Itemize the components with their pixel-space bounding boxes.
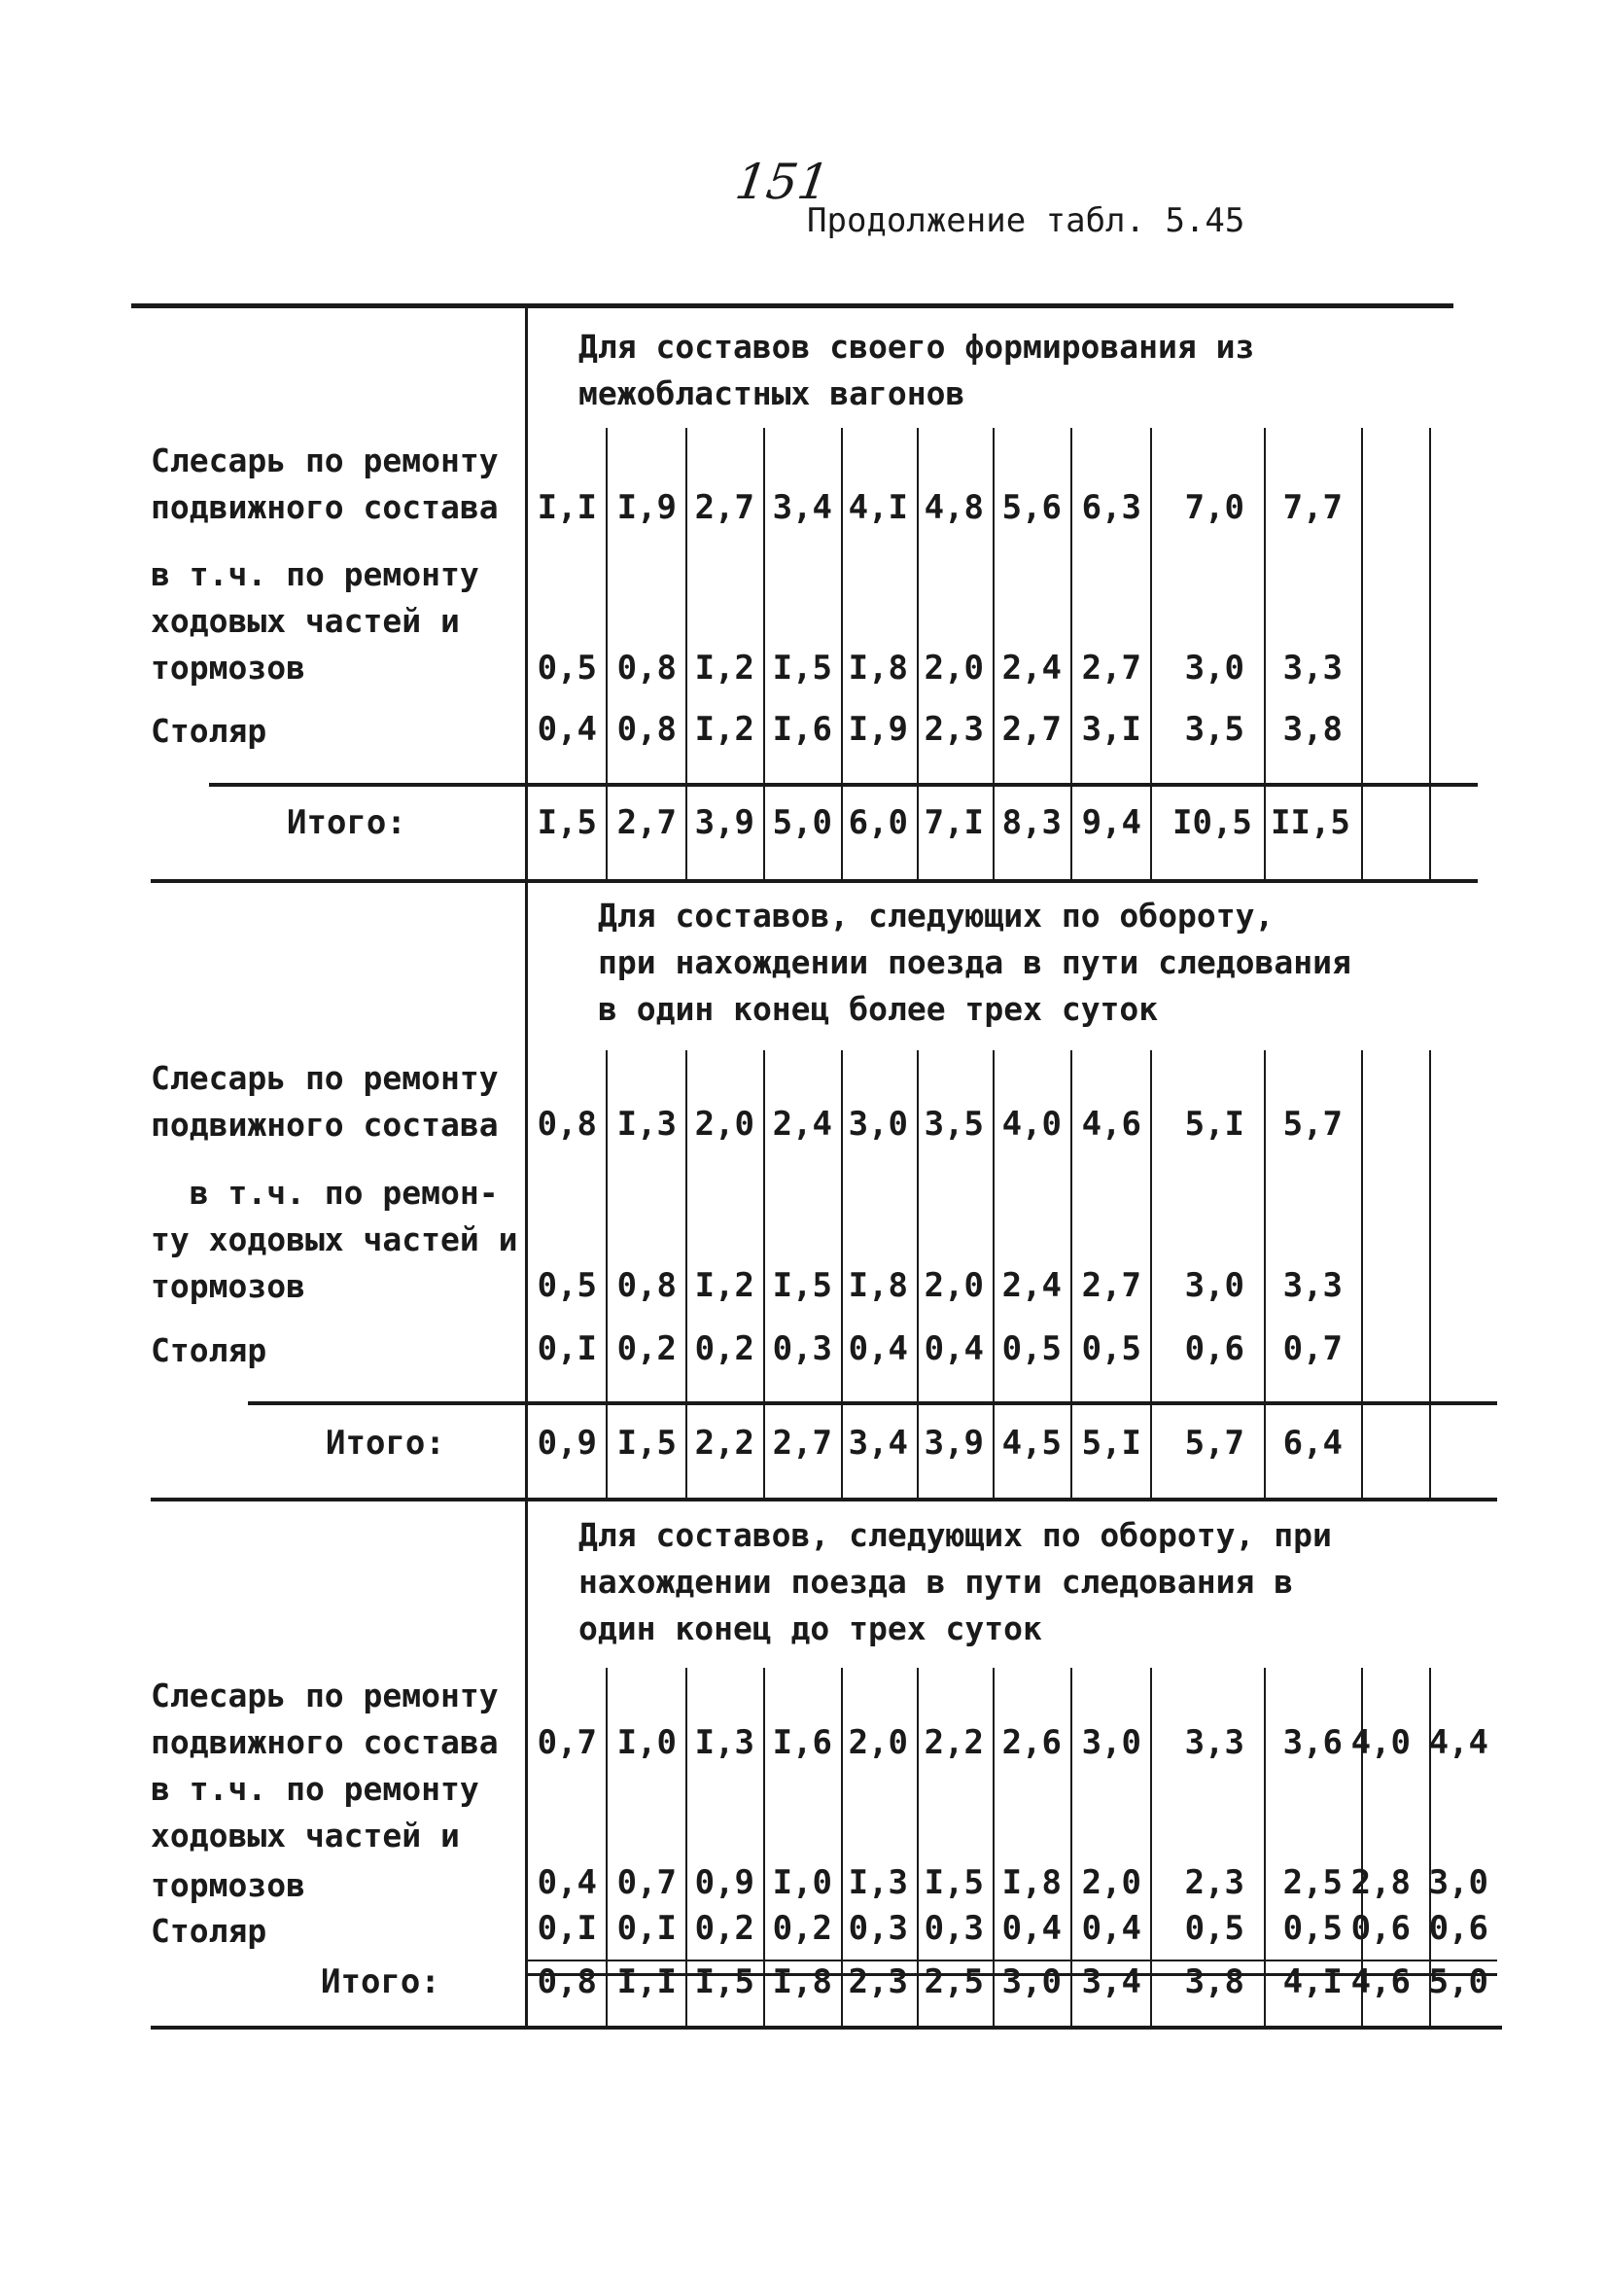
section3-total-cell: 0,8 <box>537 1962 597 2001</box>
section3-column-line <box>1264 1668 1266 2028</box>
section1-total-cell: 5,0 <box>772 803 832 842</box>
section2-total-cell: 0,9 <box>537 1424 597 1463</box>
section2-row3-cell: 0,2 <box>616 1329 677 1368</box>
section1-total-label: Итого: <box>287 803 406 842</box>
section1-total-cell: II,5 <box>1271 803 1350 842</box>
section1-row3-cell: I,9 <box>848 710 908 749</box>
section1-row2-cell: 2,4 <box>1001 649 1062 688</box>
section2-row3-cell: 0,6 <box>1184 1329 1244 1368</box>
section3-total-label: Итого: <box>321 1962 440 2001</box>
section1-row1-cell: I,I <box>537 488 597 527</box>
section3-row3-label: Столяр <box>151 1912 267 1950</box>
table-bottom-rule <box>151 2026 1502 2030</box>
section2-row3-cell: 0,4 <box>924 1329 984 1368</box>
section2-total-cell: 3,4 <box>848 1424 908 1463</box>
section1-total-rule <box>209 783 1478 787</box>
section3-row3-cell: 0,4 <box>1081 1909 1141 1948</box>
section1-row1-cell: 7,7 <box>1282 488 1343 527</box>
section1-header-line: межобластных вагонов <box>578 374 965 412</box>
section3-row2-cell: 3,0 <box>1428 1863 1488 1902</box>
section2-total-cell: I,5 <box>616 1424 677 1463</box>
section1-row2-cell: 3,0 <box>1184 649 1244 688</box>
section2-header-line: в один конец более трех суток <box>598 990 1159 1028</box>
section2-total-cell: 2,7 <box>772 1424 832 1463</box>
section2-total-cell: 5,7 <box>1184 1424 1244 1463</box>
section1-total-cell: 7,I <box>924 803 984 842</box>
section2-bottom-rule <box>151 1498 1497 1501</box>
section2-row3-cell: 0,4 <box>848 1329 908 1368</box>
section3-total-cell: 5,0 <box>1428 1962 1488 2001</box>
section1-total-cell: 9,4 <box>1081 803 1141 842</box>
section3-row1-cell: I,0 <box>616 1723 677 1762</box>
section2-row2-cell: 0,5 <box>537 1266 597 1305</box>
section3-total-cell: I,I <box>616 1962 677 2001</box>
section2-row2-cell: 2,0 <box>924 1266 984 1305</box>
section3-row1-label: Слесарь по ремонту подвижного состава в т.ч. по ремонту ходовых частей и <box>151 1677 499 1854</box>
section3-row3-cell: 0,6 <box>1428 1909 1488 1948</box>
section2-row3-label: Столяр <box>151 1331 267 1369</box>
section2-row3-cell: 0,3 <box>772 1329 832 1368</box>
section1-row3-cell: I,2 <box>694 710 754 749</box>
section3-row1-cell: I,3 <box>694 1723 754 1762</box>
section1-total-cell: 8,3 <box>1001 803 1062 842</box>
section2-total-rule <box>248 1401 1497 1405</box>
section3-row2-cell: I,8 <box>1001 1863 1062 1902</box>
label-column-divider <box>525 303 528 2030</box>
section1-empty-column-line <box>1361 428 1363 880</box>
section2-total-cell: 6,4 <box>1282 1424 1343 1463</box>
section3-total-cell: 2,3 <box>848 1962 908 2001</box>
section1-row2-cell: 2,7 <box>1081 649 1141 688</box>
section3-row2-cell: 2,8 <box>1350 1863 1411 1902</box>
section2-column-line <box>1264 1050 1266 1500</box>
section3-row2-label: тормозов <box>151 1866 305 1904</box>
section3-row3-cell: 0,4 <box>1001 1909 1062 1948</box>
section1-row1-cell: 6,3 <box>1081 488 1141 527</box>
section2-row3-cell: 0,5 <box>1081 1329 1141 1368</box>
section2-total-cell: 2,2 <box>694 1424 754 1463</box>
section1-row3-cell: I,6 <box>772 710 832 749</box>
section2-row1-cell: 4,0 <box>1001 1105 1062 1144</box>
section1-row2-cell: I,8 <box>848 649 908 688</box>
section2-row1-cell: 4,6 <box>1081 1105 1141 1144</box>
section2-row1-cell: 3,0 <box>848 1105 908 1144</box>
section3-row1-cell: 3,0 <box>1081 1723 1141 1762</box>
section1-column-line <box>1150 428 1152 880</box>
section1-total-cell: 2,7 <box>616 803 677 842</box>
section2-row3-cell: 0,2 <box>694 1329 754 1368</box>
section1-row2-cell: 0,8 <box>616 649 677 688</box>
section3-header-line: нахождении поезда в пути следования в <box>578 1563 1294 1601</box>
section2-row2-cell: 2,7 <box>1081 1266 1141 1305</box>
section1-row2-cell: I,2 <box>694 649 754 688</box>
section1-total-cell: I,5 <box>537 803 597 842</box>
section3-total-cell: 3,4 <box>1081 1962 1141 2001</box>
page-number: 151 <box>731 154 833 210</box>
section2-column-line <box>1150 1050 1152 1500</box>
section2-row2-cell: I,8 <box>848 1266 908 1305</box>
section3-row1-cell: 4,0 <box>1350 1723 1411 1762</box>
section2-header-line: при нахождении поезда в пути следования <box>598 943 1351 981</box>
section1-row3-cell: 0,4 <box>537 710 597 749</box>
section3-total-cell: I,5 <box>694 1962 754 2001</box>
section3-row3-cell: 0,3 <box>924 1909 984 1948</box>
section3-total-cell: I,8 <box>772 1962 832 2001</box>
section2-row2-cell: 3,3 <box>1282 1266 1343 1305</box>
section1-row1-cell: 4,8 <box>924 488 984 527</box>
section1-row1-cell: 4,I <box>848 488 908 527</box>
section3-row3-cell: 0,3 <box>848 1909 908 1948</box>
section1-row2-label: в т.ч. по ремонту ходовых частей и тормозов <box>151 555 479 687</box>
section1-row3-cell: 3,8 <box>1282 710 1343 749</box>
section1-row1-cell: I,9 <box>616 488 677 527</box>
section1-row3-cell: 3,I <box>1081 710 1141 749</box>
section3-row3-cell: 0,6 <box>1350 1909 1411 1948</box>
table-top-rule <box>131 303 1453 308</box>
section3-row2-cell: 2,0 <box>1081 1863 1141 1902</box>
section1-row3-label: Столяр <box>151 712 267 750</box>
section3-row1-cell: 0,7 <box>537 1723 597 1762</box>
section3-total-cell: 4,6 <box>1350 1962 1411 2001</box>
section3-row-rule <box>525 1960 1497 1961</box>
section2-row2-cell: 2,4 <box>1001 1266 1062 1305</box>
section3-row3-cell: 0,5 <box>1184 1909 1244 1948</box>
section1-column-line <box>1264 428 1266 880</box>
section1-row3-cell: 2,3 <box>924 710 984 749</box>
section1-row2-cell: 2,0 <box>924 649 984 688</box>
section3-row1-cell: 2,2 <box>924 1723 984 1762</box>
section1-total-cell: 3,9 <box>694 803 754 842</box>
section3-row2-cell: I,5 <box>924 1863 984 1902</box>
section3-row1-cell: 2,6 <box>1001 1723 1062 1762</box>
section3-total-cell: 4,I <box>1282 1962 1343 2001</box>
section2-row1-cell: I,3 <box>616 1105 677 1144</box>
section3-row2-cell: 0,7 <box>616 1863 677 1902</box>
section1-row3-cell: 2,7 <box>1001 710 1062 749</box>
section2-row2-cell: I,5 <box>772 1266 832 1305</box>
section2-total-cell: 5,I <box>1081 1424 1141 1463</box>
section3-row1-cell: 3,6 <box>1282 1723 1343 1762</box>
section2-row1-cell: 2,4 <box>772 1105 832 1144</box>
section2-row1-cell: 5,I <box>1184 1105 1244 1144</box>
section2-row2-cell: I,2 <box>694 1266 754 1305</box>
section3-column-line <box>1150 1668 1152 2028</box>
section2-row1-cell: 2,0 <box>694 1105 754 1144</box>
section3-row2-cell: 0,9 <box>694 1863 754 1902</box>
section1-row1-label: Слесарь по ремонту подвижного состава <box>151 442 499 526</box>
section2-row1-cell: 5,7 <box>1282 1105 1343 1144</box>
section3-row3-cell: 0,5 <box>1282 1909 1343 1948</box>
section3-row3-cell: 0,I <box>537 1909 597 1948</box>
section2-total-label: Итого: <box>326 1424 445 1463</box>
section2-row3-cell: 0,7 <box>1282 1329 1343 1368</box>
section1-row1-cell: 5,6 <box>1001 488 1062 527</box>
section1-row2-cell: I,5 <box>772 649 832 688</box>
section3-row2-cell: 2,3 <box>1184 1863 1244 1902</box>
section2-row2-cell: 3,0 <box>1184 1266 1244 1305</box>
section1-row1-cell: 7,0 <box>1184 488 1244 527</box>
section2-row3-cell: 0,I <box>537 1329 597 1368</box>
section2-total-cell: 4,5 <box>1001 1424 1062 1463</box>
section3-row1-cell: 3,3 <box>1184 1723 1244 1762</box>
section3-header-line: Для составов, следующих по обороту, при <box>578 1516 1332 1554</box>
section3-total-cell: 2,5 <box>924 1962 984 2001</box>
section1-bottom-rule <box>151 879 1478 883</box>
section3-total-cell: 3,8 <box>1184 1962 1244 2001</box>
section1-empty-column-line <box>1429 428 1431 880</box>
section3-row1-cell: 2,0 <box>848 1723 908 1762</box>
section3-row3-cell: 0,2 <box>772 1909 832 1948</box>
section3-row2-cell: I,0 <box>772 1863 832 1902</box>
section1-header-line: Для составов своего формирования из <box>578 328 1255 366</box>
section2-row2-cell: 0,8 <box>616 1266 677 1305</box>
section3-total-cell: 3,0 <box>1001 1962 1062 2001</box>
section3-row1-cell: I,6 <box>772 1723 832 1762</box>
section2-row1-cell: 0,8 <box>537 1105 597 1144</box>
section1-row1-cell: 2,7 <box>694 488 754 527</box>
section3-row2-cell: 2,5 <box>1282 1863 1343 1902</box>
section2-row1-label: Слесарь по ремонту подвижного состава <box>151 1059 499 1144</box>
section2-empty-column-line <box>1429 1050 1431 1500</box>
section1-row2-cell: 0,5 <box>537 649 597 688</box>
section2-total-cell: 3,9 <box>924 1424 984 1463</box>
section2-row1-cell: 3,5 <box>924 1105 984 1144</box>
section2-header-line: Для составов, следующих по обороту, <box>598 897 1275 935</box>
section3-row1-cell: 4,4 <box>1428 1723 1488 1762</box>
section3-row2-cell: I,3 <box>848 1863 908 1902</box>
section1-row2-cell: 3,3 <box>1282 649 1343 688</box>
section1-total-cell: I0,5 <box>1172 803 1252 842</box>
section2-empty-column-line <box>1361 1050 1363 1500</box>
section1-row1-cell: 3,4 <box>772 488 832 527</box>
section1-total-cell: 6,0 <box>848 803 908 842</box>
section1-row3-cell: 3,5 <box>1184 710 1244 749</box>
section3-row3-cell: 0,2 <box>694 1909 754 1948</box>
section3-row2-cell: 0,4 <box>537 1863 597 1902</box>
section1-row3-cell: 0,8 <box>616 710 677 749</box>
table-continuation-title: Продолжение табл. 5.45 <box>807 201 1245 240</box>
section2-row3-cell: 0,5 <box>1001 1329 1062 1368</box>
section2-row2-label: в т.ч. по ремон- ту ходовых частей и тормозов <box>151 1174 518 1305</box>
section3-header-line: один конец до трех суток <box>578 1609 1042 1647</box>
section3-row3-cell: 0,I <box>616 1909 677 1948</box>
